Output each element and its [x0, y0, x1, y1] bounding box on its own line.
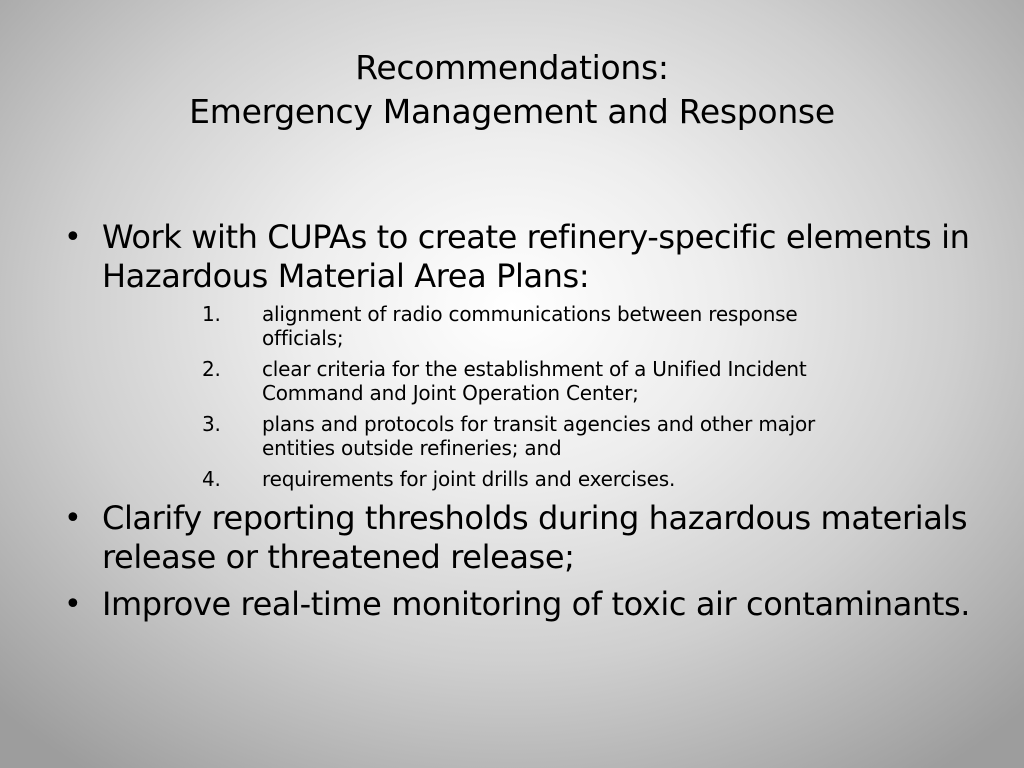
bullet-text: Improve real-time monitoring of toxic air contaminants.: [102, 585, 971, 623]
bullet-item-monitoring: [60, 585, 990, 624]
bullet-point-icon: •: [64, 501, 82, 536]
sublist-number: 1.: [202, 302, 221, 326]
sublist-item: [102, 412, 882, 460]
bullet-point-icon: •: [64, 587, 82, 622]
sublist-item: [102, 302, 882, 350]
bullet-item-cupas: [60, 218, 990, 491]
sublist-item: [102, 357, 882, 405]
sublist-number: 2.: [202, 357, 221, 381]
sublist-text: requirements for joint drills and exercises.: [262, 467, 676, 491]
sublist-item: [102, 467, 882, 491]
title-line-2: Emergency Management and Response: [189, 92, 835, 131]
bullet-point-icon: •: [64, 220, 82, 255]
sublist-text: clear criteria for the establishment of a Unified Incident Command and Joint Operation Center;: [262, 357, 807, 405]
slide-title: [0, 46, 1024, 134]
bullet-list: [60, 218, 990, 632]
bullet-item-thresholds: [60, 499, 990, 577]
bullet-text: Clarify reporting thresholds during hazardous materials release or threatened release;: [102, 499, 968, 576]
bullet-text: Work with CUPAs to create refinery-specific elements in Hazardous Material Area Plans:: [102, 218, 970, 295]
title-line-1: Recommendations:: [355, 48, 669, 87]
sublist-text: alignment of radio communications between response officials;: [262, 302, 798, 350]
sublist-number: 3.: [202, 412, 221, 436]
sublist-number: 4.: [202, 467, 221, 491]
sublist-text: plans and protocols for transit agencies and other major entities outside refineries; and: [262, 412, 816, 460]
numbered-sublist: [102, 302, 990, 491]
